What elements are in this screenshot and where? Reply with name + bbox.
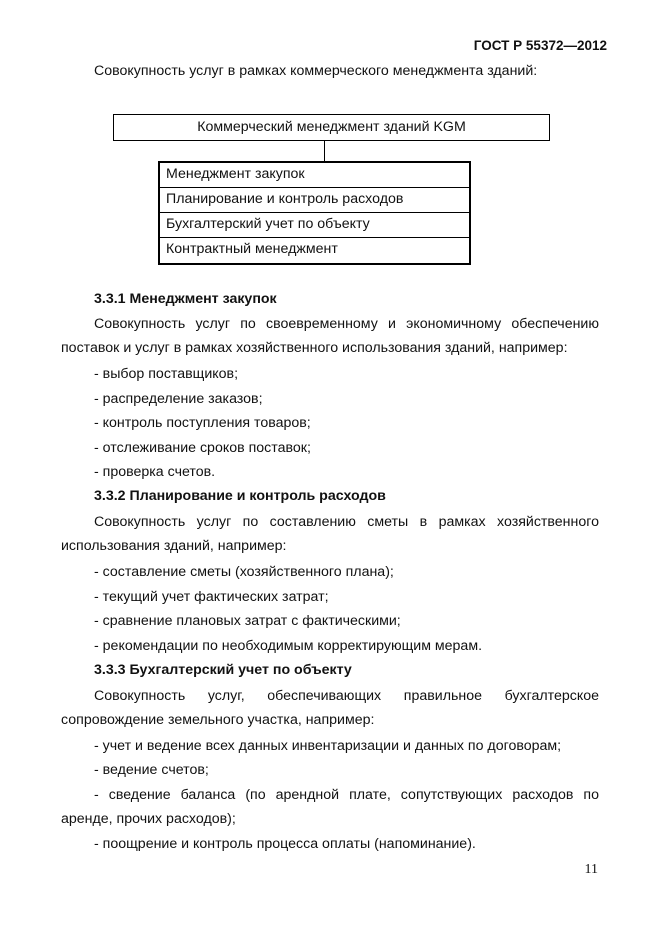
list-item: - сравнение плановых затрат с фактическими; [94,613,401,629]
intro-text: Совокупность услуг в рамках коммерческого менеджмента зданий: [94,63,538,79]
section-heading: 3.3.2 Планирование и контроль расходов [94,488,386,504]
list-item: - ведение счетов; [94,762,209,778]
list-item: - сведение баланса (по арендной плате, сопутствующих расходов по [94,787,599,803]
diagram-top-box: Коммерческий менеджмент зданий KGM [113,114,550,141]
list-item: - контроль поступления товаров; [94,415,311,431]
list-item: - составление сметы (хозяйственного плана); [94,564,394,580]
list-item: - рекомендации по необходимым корректирующим мерам. [94,638,483,654]
page-number: 11 [584,862,598,877]
paragraph-line: Совокупность услуг по составлению сметы в рамках хозяйственного [94,514,599,530]
diagram-item: Бухгалтерский учет по объекту [160,213,469,238]
paragraph-line: использования зданий, например: [61,538,287,554]
list-item: - выбор поставщиков; [94,366,239,382]
list-item: - поощрение и контроль процесса оплаты (напоминание). [94,836,476,852]
list-item: - распределение заказов; [94,391,263,407]
diagram-item: Контрактный менеджмент [166,241,338,257]
paragraph-line: поставок и услуг в рамках хозяйственного использования зданий, например: [61,340,568,356]
paragraph-line: Совокупность услуг, обеспечивающих правильное бухгалтерское [94,688,599,704]
list-item: - текущий учет фактических затрат; [94,589,329,605]
paragraph-line: Совокупность услуг по своевременному и экономичному обеспечению [94,316,599,332]
document-header: ГОСТ Р 55372—2012 [473,38,607,53]
list-item: - отслеживание сроков поставок; [94,440,311,456]
section-heading: 3.3.1 Менеджмент закупок [94,291,277,307]
list-item: - учет и ведение всех данных инвентаризации и данных по договорам; [94,738,562,754]
paragraph-line: сопровождение земельного участка, например: [61,712,375,728]
diagram-sub-box [158,161,471,265]
diagram-item: Менеджмент закупок [160,163,469,188]
list-item-continuation: аренде, прочих расходов); [61,811,236,827]
list-item: - проверка счетов. [94,464,216,480]
diagram-item: Планирование и контроль расходов [160,188,469,213]
section-heading: 3.3.3 Бухгалтерский учет по объекту [94,662,352,678]
diagram-connector [324,141,325,161]
